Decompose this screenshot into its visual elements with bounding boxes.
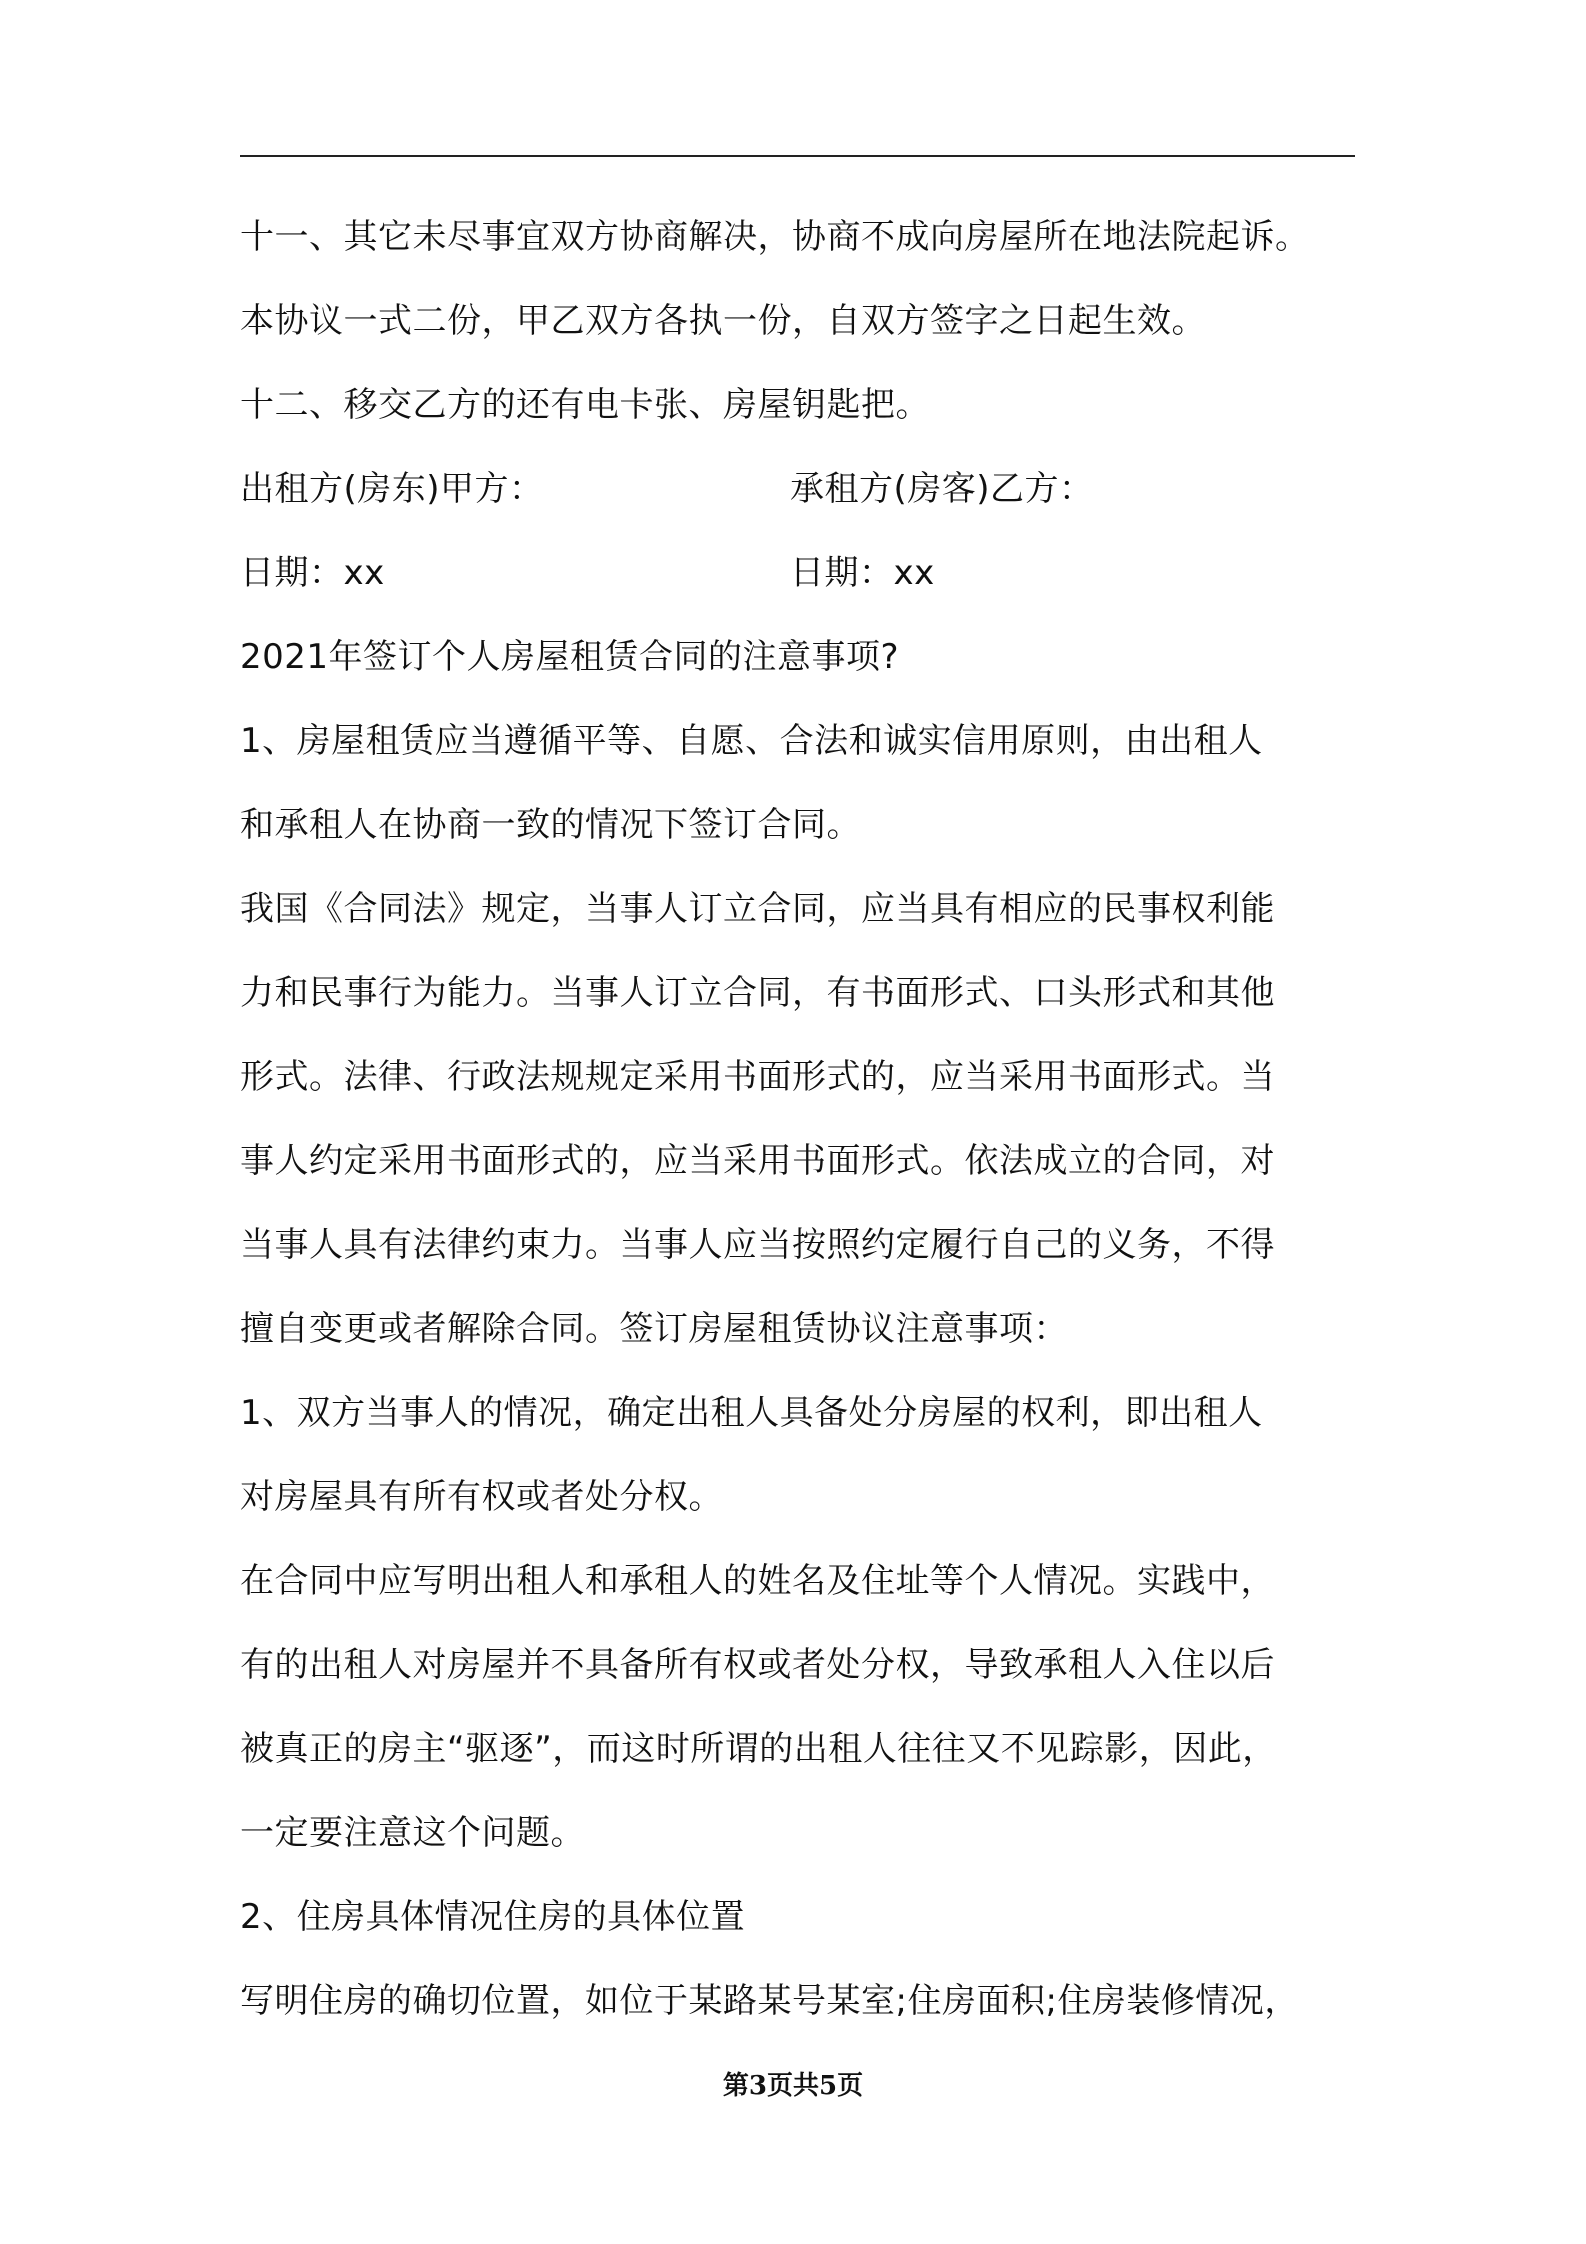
paragraph-line: 事人约定采用书面形式的，应当采用书面形式。依法成立的合同，对 bbox=[240, 1141, 1275, 1181]
lessee-date: 日期：xx bbox=[790, 553, 935, 593]
paragraph-line: 有的出租人对房屋并不具备所有权或者处分权，导致承租人入住以后 bbox=[240, 1645, 1275, 1685]
clause-12: 十二、移交乙方的还有电卡张、房屋钥匙把。 bbox=[240, 385, 930, 425]
clause-11: 十一、其它未尽事宜双方协商解决，协商不成向房屋所在地法院起诉。 bbox=[240, 217, 1310, 257]
signature-row bbox=[240, 447, 1370, 531]
paragraph-line: 写明住房的确切位置，如位于某路某号某室;住房面积;住房装修情况， bbox=[240, 1981, 1299, 2021]
paragraph-line: 在合同中应写明出租人和承租人的姓名及住址等个人情况。实践中， bbox=[240, 1561, 1275, 1601]
paragraph-line: 擅自变更或者解除合同。签订房屋租赁协议注意事项： bbox=[240, 1309, 1068, 1349]
paragraph-line: 当事人具有法律约束力。当事人应当按照约定履行自己的义务，不得 bbox=[240, 1225, 1275, 1265]
lessor-date: 日期：xx bbox=[240, 553, 385, 593]
paragraph-line: 力和民事行为能力。当事人订立合同，有书面形式、口头形式和其他 bbox=[240, 973, 1275, 1013]
paragraph-line: 一定要注意这个问题。 bbox=[240, 1813, 585, 1853]
paragraph-line: 2、住房具体情况住房的具体位置 bbox=[240, 1897, 746, 1937]
agreement-copies: 本协议一式二份，甲乙双方各执一份，自双方签字之日起生效。 bbox=[240, 301, 1206, 341]
date-row bbox=[240, 531, 1370, 615]
page-number: 第3页共5页 bbox=[722, 2071, 864, 2101]
paragraph-line: 形式。法律、行政法规规定采用书面形式的，应当采用书面形式。当 bbox=[240, 1057, 1275, 1097]
header-rule bbox=[240, 155, 1355, 157]
paragraph-line: 被真正的房主“驱逐”，而这时所谓的出租人往往又不见踪影，因此， bbox=[240, 1729, 1277, 1769]
paragraph-line: 对房屋具有所有权或者处分权。 bbox=[240, 1477, 723, 1517]
paragraph-line: 1、房屋租赁应当遵循平等、自愿、合法和诚实信用原则，由出租人 bbox=[240, 721, 1263, 761]
paragraph-line: 我国《合同法》规定，当事人订立合同，应当具有相应的民事权利能 bbox=[240, 889, 1275, 929]
lessor-label: 出租方(房东)甲方： bbox=[240, 469, 544, 509]
paragraph-line: 和承租人在协商一致的情况下签订合同。 bbox=[240, 805, 861, 845]
paragraph-line: 1、双方当事人的情况，确定出租人具备处分房屋的权利，即出租人 bbox=[240, 1393, 1263, 1433]
lessee-label: 承租方(房客)乙方： bbox=[790, 469, 1094, 509]
document-body bbox=[240, 195, 1370, 2043]
section-heading: 2021年签订个人房屋租赁合同的注意事项? bbox=[240, 637, 900, 677]
